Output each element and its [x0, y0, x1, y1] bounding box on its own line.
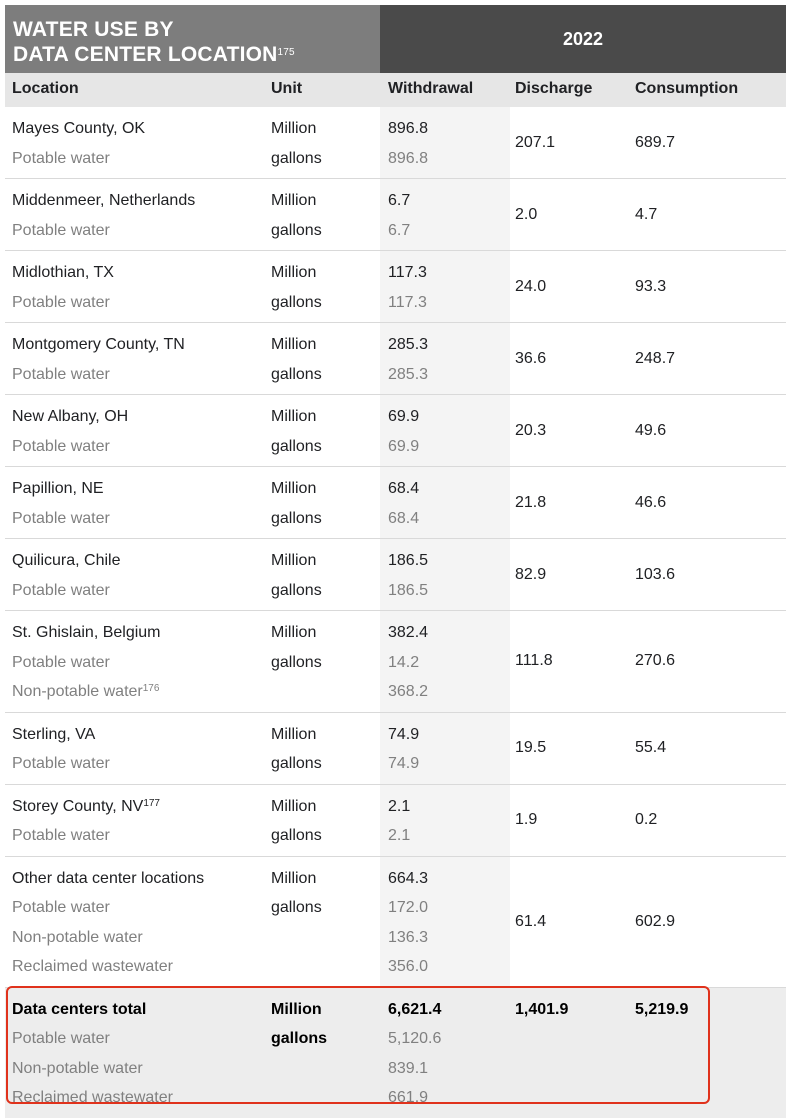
sub-category-label — [12, 437, 110, 457]
location-name — [12, 797, 160, 817]
sub-category-text: Potable water — [12, 293, 110, 311]
sub-category-label — [12, 682, 159, 702]
sub-category-text: Potable water — [12, 899, 110, 916]
discharge-value: 2.0 — [515, 205, 538, 223]
sub-category-label — [12, 509, 110, 529]
consumption-value: 4.7 — [635, 205, 658, 223]
sub-withdrawal-value: 172.0 — [388, 899, 429, 916]
sub-withdrawal-value: 74.9 — [388, 755, 420, 772]
withdrawal-value: 68.4 — [388, 480, 420, 497]
sub-category-label — [12, 754, 110, 774]
unit-line-1: Million — [271, 336, 317, 353]
location-text: Papillion, NE — [12, 480, 104, 497]
consumption-value: 689.7 — [635, 133, 676, 151]
withdrawal-value: 382.4 — [388, 624, 429, 641]
unit-line-2: gallons — [271, 899, 322, 916]
sub-category-text: Non-potable water — [12, 683, 143, 700]
unit-line-1: Million — [271, 797, 317, 815]
consumption-value: 5,219.9 — [635, 1000, 689, 1018]
consumption-value: 270.6 — [635, 652, 676, 670]
unit-line-1: Million — [271, 624, 317, 641]
table-row — [5, 251, 786, 323]
sub-withdrawal-value: 14.2 — [388, 653, 420, 671]
sub-category-label — [12, 221, 110, 241]
location-text: New Albany, OH — [12, 408, 129, 425]
footnote-marker: 177 — [143, 797, 160, 809]
table-row — [5, 539, 786, 611]
sub-category-text: Potable water — [12, 509, 110, 527]
location-name — [12, 479, 104, 499]
sub-category-text: Potable water — [12, 221, 110, 239]
year-header: 2022 — [380, 5, 786, 73]
discharge-value: 19.5 — [515, 739, 547, 756]
unit-line-1: Million — [271, 480, 317, 497]
sub-withdrawal-value: 136.3 — [388, 928, 429, 946]
location-text: Mayes County, OK — [12, 120, 146, 137]
sub-category-label — [12, 898, 110, 918]
consumption-value: 248.7 — [635, 349, 676, 367]
sub-category-label — [12, 149, 110, 169]
table-row — [5, 107, 786, 179]
consumption-value: 55.4 — [635, 739, 667, 756]
sub-category-label — [12, 826, 110, 846]
sub-withdrawal-value: 6.7 — [388, 221, 411, 239]
withdrawal-value: 69.9 — [388, 408, 420, 425]
sub-withdrawal-value: 356.0 — [388, 958, 429, 975]
location-name — [12, 869, 204, 889]
table-row — [5, 857, 786, 988]
unit-line-2: gallons — [271, 221, 322, 239]
sub-category-text: Potable water — [12, 365, 110, 383]
sub-category-label — [12, 957, 173, 977]
unit-line-1: Million — [271, 869, 317, 887]
unit-line-2: gallons — [271, 827, 322, 844]
discharge-value: 1.9 — [515, 811, 538, 828]
unit-line-2: gallons — [271, 581, 322, 599]
table-row — [5, 323, 786, 395]
withdrawal-value: 74.9 — [388, 725, 420, 743]
discharge-value: 36.6 — [515, 349, 547, 367]
location-text: Midlothian, TX — [12, 264, 114, 281]
location-name — [12, 335, 185, 355]
sub-category-text: Potable water — [12, 827, 110, 844]
consumption-value: 46.6 — [635, 493, 667, 511]
withdrawal-value: 896.8 — [388, 120, 429, 137]
table-row — [5, 785, 786, 857]
discharge-value: 24.0 — [515, 277, 547, 295]
col-withdrawal: Withdrawal — [388, 80, 474, 97]
withdrawal-value: 2.1 — [388, 797, 411, 815]
location-name — [12, 407, 128, 427]
sub-category-label — [12, 581, 110, 601]
location-text: Data centers total — [12, 1000, 147, 1018]
sub-category-text: Reclaimed wastewater — [12, 1089, 173, 1106]
discharge-value: 111.8 — [515, 652, 553, 670]
sub-withdrawal-value: 368.2 — [388, 683, 429, 700]
location-text: Other data center locations — [12, 869, 205, 887]
sub-category-text: Potable water — [12, 149, 110, 167]
sub-withdrawal-value: 117.3 — [388, 293, 427, 311]
withdrawal-value: 117.3 — [388, 264, 427, 281]
consumption-value: 0.2 — [635, 811, 658, 828]
sub-category-text: Potable water — [12, 653, 110, 671]
sub-category-label — [12, 293, 110, 313]
discharge-value: 207.1 — [515, 133, 556, 151]
consumption-value: 93.3 — [635, 277, 667, 295]
title-line-1: WATER USE BY — [13, 18, 174, 41]
sub-withdrawal-value: 285.3 — [388, 365, 429, 383]
title-line-2: DATA CENTER LOCATION — [13, 43, 278, 66]
location-text: Montgomery County, TN — [12, 336, 185, 353]
table-row — [5, 713, 786, 785]
unit-line-2: gallons — [271, 365, 322, 383]
discharge-value: 61.4 — [515, 912, 547, 930]
location-name — [12, 119, 145, 139]
column-header-row — [5, 73, 786, 107]
location-text: Storey County, NV — [12, 797, 144, 815]
location-name — [12, 725, 95, 745]
table-row — [5, 611, 786, 713]
unit-line-1: Million — [271, 1000, 322, 1018]
sub-withdrawal-value: 2.1 — [388, 827, 411, 844]
withdrawal-value: 664.3 — [388, 869, 429, 887]
sub-category-text: Non-potable water — [12, 928, 143, 946]
discharge-value: 20.3 — [515, 421, 547, 439]
table-row — [5, 467, 786, 539]
table-row — [5, 395, 786, 467]
sub-withdrawal-value: 68.4 — [388, 509, 420, 527]
sub-category-text: Reclaimed wastewater — [12, 958, 173, 975]
unit-line-2: gallons — [271, 437, 322, 455]
col-consumption: Consumption — [635, 80, 739, 97]
withdrawal-value: 6.7 — [388, 192, 411, 209]
withdrawal-value: 285.3 — [388, 336, 429, 353]
sub-category-label — [12, 928, 143, 948]
location-text: St. Ghislain, Belgium — [12, 624, 161, 641]
sub-category-label — [12, 653, 110, 673]
withdrawal-value: 6,621.4 — [388, 1000, 442, 1018]
sub-withdrawal-value: 69.9 — [388, 437, 420, 455]
discharge-value: 82.9 — [515, 565, 547, 583]
location-text: Sterling, VA — [12, 725, 96, 743]
consumption-value: 49.6 — [635, 421, 667, 439]
sub-category-label — [12, 365, 110, 385]
unit-line-1: Million — [271, 192, 317, 209]
location-name — [12, 263, 114, 283]
location-name — [12, 551, 120, 571]
col-unit: Unit — [271, 80, 303, 97]
sub-category-text: Potable water — [12, 1030, 110, 1047]
consumption-value: 602.9 — [635, 912, 676, 930]
unit-line-2: gallons — [271, 755, 322, 772]
location-name — [12, 191, 195, 211]
unit-line-2: gallons — [271, 149, 322, 167]
unit-line-2: gallons — [271, 1030, 328, 1047]
title-footnote: 175 — [277, 47, 295, 58]
unit-line-1: Million — [271, 120, 317, 137]
consumption-value: 103.6 — [635, 565, 676, 583]
unit-line-1: Million — [271, 408, 317, 425]
unit-line-1: Million — [271, 552, 317, 569]
unit-line-1: Million — [271, 264, 317, 281]
footnote-marker: 176 — [142, 683, 160, 694]
withdrawal-value: 186.5 — [388, 552, 429, 569]
col-discharge: Discharge — [515, 80, 593, 97]
unit-line-1: Million — [271, 725, 317, 743]
sub-category-text: Non-potable water — [12, 1059, 143, 1077]
unit-line-2: gallons — [271, 509, 322, 527]
sub-category-text: Potable water — [12, 755, 110, 772]
discharge-value: 1,401.9 — [515, 1000, 569, 1018]
sub-withdrawal-value: 661.9 — [388, 1089, 429, 1106]
sub-withdrawal-value: 839.1 — [388, 1059, 429, 1077]
sub-withdrawal-value: 896.8 — [388, 149, 429, 167]
unit-line-2: gallons — [271, 293, 322, 311]
sub-category-text: Potable water — [12, 437, 110, 455]
total-highlight-box — [6, 986, 710, 1104]
location-text: Quilicura, Chile — [12, 552, 121, 569]
table-title — [13, 17, 295, 67]
table-title-block — [5, 5, 380, 73]
table-row — [5, 179, 786, 251]
sub-category-text: Potable water — [12, 581, 110, 599]
sub-withdrawal-value: 5,120.6 — [388, 1030, 442, 1047]
discharge-value: 21.8 — [515, 493, 547, 511]
location-text: Middenmeer, Netherlands — [12, 192, 196, 209]
unit-line-2: gallons — [271, 653, 322, 671]
sub-withdrawal-value: 186.5 — [388, 581, 429, 599]
col-location: Location — [12, 80, 79, 97]
location-name — [12, 623, 161, 643]
